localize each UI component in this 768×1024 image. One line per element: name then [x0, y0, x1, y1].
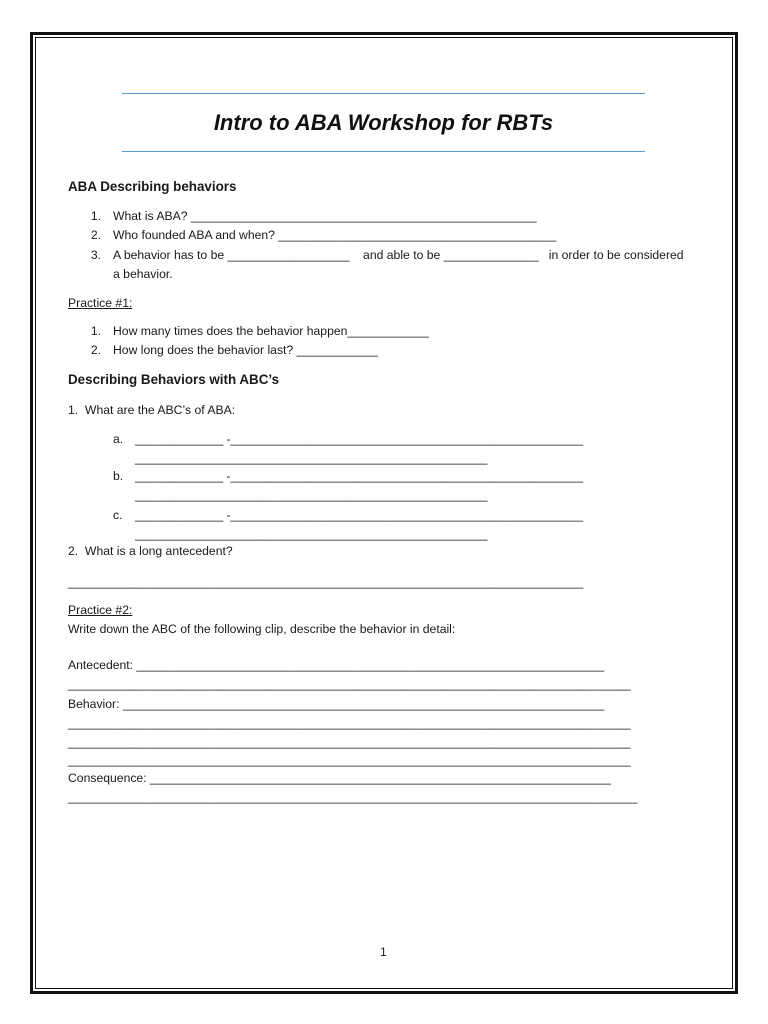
question-long-antecedent: 2. What is a long antecedent? [68, 544, 233, 558]
behavior-line: Behavior: _______________________________________________________________________ [68, 697, 605, 711]
abc-letter: c. [113, 508, 123, 522]
practice-2-instruction: Write down the ABC of the following clip, describe the behavior in detail: [68, 622, 456, 636]
behavior-line-cont: ___________________________________________________________________________________ [68, 716, 631, 730]
practice-1-question-duration: How long does the behavior last? ____________ [113, 343, 378, 357]
behavior-line-cont: ___________________________________________________________________________________ [68, 735, 631, 749]
item-number: 2. [90, 228, 101, 242]
practice-2-label: Practice #2: [68, 603, 133, 617]
abc-line-b1: _____________ -____________________________________________________ [135, 469, 584, 483]
question-who-founded: Who founded ABA and when? _________________________________________ [113, 228, 557, 242]
section-heading-abc: Describing Behaviors with ABC’s [68, 372, 280, 387]
abc-letter: a. [113, 432, 124, 446]
page-number: 1 [380, 945, 387, 959]
item-number: 3. [90, 248, 101, 262]
consequence-line: Consequence: ____________________________________________________________________ [68, 771, 611, 785]
abc-line-a2: ____________________________________________________ [135, 451, 488, 465]
practice-1-question-frequency: How many times does the behavior happen____________ [113, 324, 429, 338]
abc-line-c1: _____________ -____________________________________________________ [135, 508, 584, 522]
abc-line-c2: ____________________________________________________ [135, 527, 488, 541]
question-behavior-definition-cont: a behavior. [113, 267, 173, 281]
question-abcs: 1. What are the ABC’s of ABA: [68, 403, 236, 417]
answer-line-long-antecedent: ____________________________________________________________________________ [68, 575, 584, 589]
antecedent-line: Antecedent: _____________________________________________________________________ [68, 658, 605, 672]
practice-1-label: Practice #1: [68, 296, 133, 310]
abc-line-a1: _____________ -____________________________________________________ [135, 432, 584, 446]
item-number: 1. [90, 324, 101, 338]
consequence-line-cont: ____________________________________________________________________________________ [68, 790, 638, 804]
item-number: 2. [90, 343, 101, 357]
item-number: 1. [90, 209, 101, 223]
document-title: Intro to ABA Workshop for RBTs [213, 110, 554, 135]
abc-letter: b. [113, 469, 124, 483]
title-rule-top [122, 93, 645, 94]
title-rule-bottom [122, 151, 645, 152]
question-behavior-definition: A behavior has to be __________________ and able to be ______________ in order to be considered [113, 248, 684, 262]
antecedent-line-cont: ___________________________________________________________________________________ [68, 677, 631, 691]
question-what-is-aba: What is ABA? ___________________________________________________ [113, 209, 537, 223]
abc-line-b2: ____________________________________________________ [135, 488, 488, 502]
section-heading-describing: ABA Describing behaviors [68, 179, 237, 194]
behavior-line-cont: ___________________________________________________________________________________ [68, 753, 631, 767]
